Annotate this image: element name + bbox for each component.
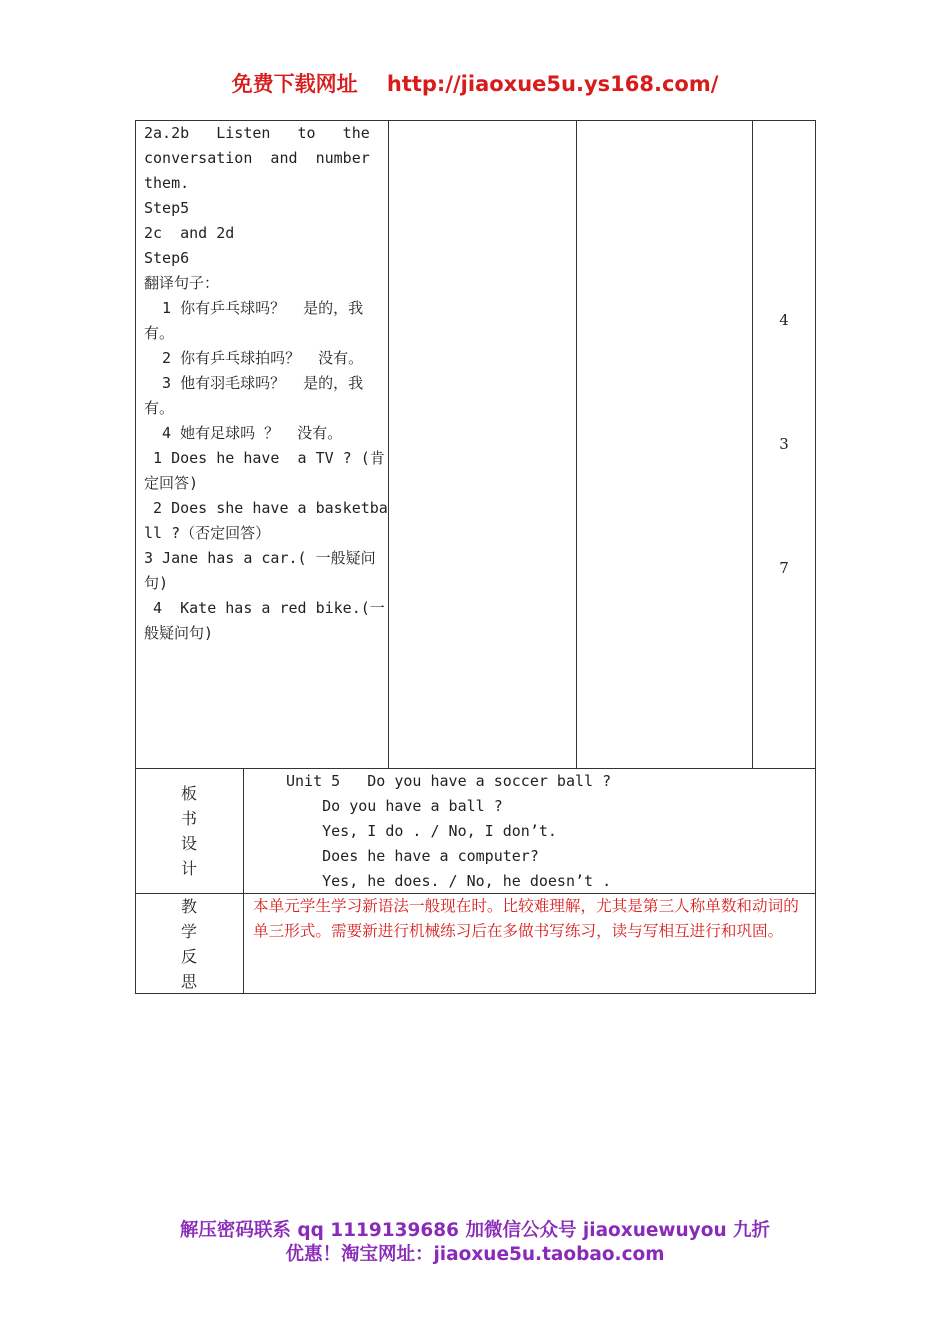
minutes-value: 7: [779, 559, 789, 577]
board-content: [286, 769, 806, 894]
procedure-line: conversation and number: [144, 149, 370, 167]
procedure-line: 4 Kate has a red bike.(一: [144, 599, 385, 617]
board-label: [135, 781, 243, 881]
header-label: 免费下载网址: [231, 72, 358, 96]
board-line: Yes, he does. / No, he doesn’t .: [286, 872, 612, 890]
procedure-line: 翻译句子：: [144, 274, 220, 292]
column-divider: [243, 768, 244, 994]
column-divider: [388, 120, 389, 768]
procedure-line: 1 Does he have a TV ? (肯: [144, 449, 385, 467]
procedure-line: Step5: [144, 199, 190, 217]
footer-line: 优惠！淘宝网址：jiaoxue5u.taobao.com: [285, 1244, 665, 1265]
procedure-line: 2 你有乒乓球拍吗？ 没有。: [144, 349, 364, 367]
board-label-char: 计: [180, 859, 197, 878]
reflection-text: 本单元学生学习新语法一般现在时。比较难理解，尤其是第三人称单数和动词的单三形式。需要新进行机械练习后在多做书写练习，读与写相互进行和巩固。: [253, 897, 799, 940]
procedure-line: Step6: [144, 249, 190, 267]
footer: [0, 1219, 950, 1267]
reflection-label-char: 教: [180, 897, 197, 916]
procedure-line: 1 你有乒乓球吗？ 是的，我: [144, 299, 364, 317]
board-label-char: 设: [180, 834, 197, 853]
board-label-char: 板: [180, 784, 197, 803]
procedure-line: 3 他有羽毛球吗？ 是的，我: [144, 374, 364, 392]
board-line: Do you have a ball ?: [286, 797, 503, 815]
minutes-value: 3: [779, 435, 789, 453]
procedure-line: 有。: [144, 324, 175, 342]
header-banner: [0, 68, 950, 98]
board-line: Unit 5 Do you have a soccer ball ?: [286, 772, 612, 790]
procedure-cell: [144, 121, 388, 646]
board-label-char: 书: [180, 809, 197, 828]
procedure-line: 2 Does she have a basketba: [144, 499, 388, 517]
procedure-line: 4 她有足球吗 ？ 没有。: [144, 424, 343, 442]
board-line: Yes, I do . / No, I don’t.: [286, 822, 557, 840]
procedure-line: 2a.2b Listen to the: [144, 124, 370, 142]
reflection-label: [135, 894, 243, 994]
procedure-line: 2c and 2d: [144, 224, 235, 242]
column-divider: [576, 120, 577, 768]
procedure-line: ll ?（否定回答）: [144, 524, 271, 542]
footer-line: 解压密码联系 qq 1119139686 加微信公众号 jiaoxuewuyou 九折: [179, 1220, 771, 1241]
reflection-label-char: 反: [180, 947, 197, 966]
reflection-label-char: 学: [180, 922, 197, 941]
header-url[interactable]: http://jiaoxue5u.ys168.com/: [386, 72, 719, 96]
procedure-line: 3 Jane has a car.( 一般疑问: [144, 549, 376, 567]
procedure-line: 有。: [144, 399, 175, 417]
column-divider: [752, 120, 753, 768]
minutes-value: 4: [779, 311, 789, 329]
reflection-label-char: 思: [180, 972, 197, 991]
procedure-line: 定回答): [144, 474, 199, 492]
procedure-line: them.: [144, 174, 190, 192]
procedure-line: 句): [144, 574, 169, 592]
board-line: Does he have a computer?: [286, 847, 539, 865]
procedure-line: 般疑问句): [144, 624, 214, 642]
